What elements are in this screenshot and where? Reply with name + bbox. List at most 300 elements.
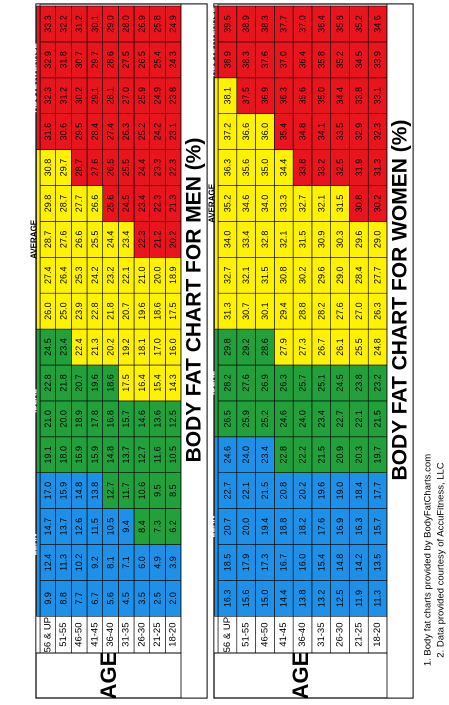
women-age-label: 51-55 bbox=[241, 622, 252, 646]
men-value-label: 14.8 bbox=[74, 482, 84, 500]
men-age-label: 51-55 bbox=[58, 622, 69, 646]
women-value-label: 25.5 bbox=[354, 338, 364, 356]
men-value-label: 7.3 bbox=[153, 520, 163, 533]
women-value-label: 37.6 bbox=[260, 51, 270, 69]
men-value-label: 27.6 bbox=[90, 159, 100, 177]
men-value-label: 13.8 bbox=[90, 482, 100, 500]
women-value-label: 28.4 bbox=[354, 266, 364, 284]
men-value-label: 28.1 bbox=[106, 87, 116, 105]
women-value-label: 37.2 bbox=[222, 123, 232, 141]
men-value-label: 28.7 bbox=[43, 231, 53, 249]
women-value-label: 37.5 bbox=[241, 87, 251, 105]
women-value-label: 35.0 bbox=[316, 87, 326, 105]
men-value-label: 10.5 bbox=[168, 446, 178, 464]
men-value-label: 32.2 bbox=[59, 15, 69, 33]
men-value-label: 4.5 bbox=[121, 592, 131, 605]
men-value-label: 29.5 bbox=[74, 123, 84, 141]
men-value-label: 26.6 bbox=[74, 231, 84, 249]
men-value-label: 22.8 bbox=[43, 374, 53, 392]
women-value-label: 35.2 bbox=[222, 195, 232, 213]
men-value-label: 23.4 bbox=[137, 195, 147, 213]
men-value-label: 14.7 bbox=[43, 518, 53, 536]
women-value-label: 28.6 bbox=[260, 338, 270, 356]
men-value-label: 30.2 bbox=[74, 87, 84, 105]
men-value-label: 26.9 bbox=[137, 15, 147, 33]
women-value-label: 23.2 bbox=[373, 374, 383, 392]
women-value-label: 36.3 bbox=[222, 159, 232, 177]
men-value-label: 30.6 bbox=[59, 123, 69, 141]
women-value-label: 24.8 bbox=[373, 338, 383, 356]
men-age-axis-label: AGE bbox=[96, 652, 121, 700]
women-chart bbox=[208, 4, 414, 699]
men-value-label: 13.7 bbox=[59, 518, 69, 536]
men-value-label: 21.0 bbox=[137, 266, 147, 284]
women-value-label: 28.2 bbox=[222, 374, 232, 392]
women-value-label: 36.9 bbox=[260, 87, 270, 105]
men-value-label: 20.0 bbox=[59, 410, 69, 428]
men-value-label: 2.0 bbox=[168, 592, 178, 605]
men-value-label: 4.9 bbox=[153, 556, 163, 569]
women-value-label: 35.2 bbox=[335, 51, 345, 69]
women-value-label: 20.9 bbox=[335, 446, 345, 464]
men-value-label: 27.4 bbox=[106, 123, 116, 141]
women-value-label: 15.6 bbox=[241, 590, 251, 608]
women-value-label: 20.7 bbox=[222, 518, 232, 536]
women-value-label: 24.6 bbox=[222, 446, 232, 464]
men-value-label: 17.5 bbox=[121, 374, 131, 392]
men-age-label: 21-25 bbox=[152, 622, 163, 646]
men-value-label: 25.0 bbox=[59, 302, 69, 320]
men-band-label: LEAN bbox=[30, 533, 39, 555]
men-value-label: 25.5 bbox=[121, 159, 131, 177]
women-age-label: 21-25 bbox=[353, 622, 364, 646]
men-band-label: IDEAL bbox=[30, 389, 39, 413]
women-value-label: 29.4 bbox=[279, 302, 289, 320]
women-value-label: 30.8 bbox=[279, 266, 289, 284]
women-value-label: 27.3 bbox=[298, 338, 308, 356]
women-value-label: 37.7 bbox=[279, 15, 289, 33]
men-value-label: 27.6 bbox=[59, 231, 69, 249]
women-value-label: 35.8 bbox=[316, 51, 326, 69]
women-value-label: 36.6 bbox=[241, 123, 251, 141]
women-value-label: 32.7 bbox=[298, 195, 308, 213]
women-value-label: 24.0 bbox=[241, 446, 251, 464]
men-value-label: 21.3 bbox=[168, 195, 178, 213]
women-value-label: 33.5 bbox=[335, 123, 345, 141]
women-value-label: 15.4 bbox=[316, 554, 326, 572]
women-band-label: IDEAL bbox=[208, 371, 217, 395]
women-value-label: 22.7 bbox=[222, 482, 232, 500]
men-value-label: 28.4 bbox=[90, 123, 100, 141]
women-value-label: 16.0 bbox=[298, 554, 308, 572]
men-value-label: 7.7 bbox=[74, 592, 84, 605]
men-value-label: 27.4 bbox=[43, 266, 53, 284]
women-value-label: 16.3 bbox=[222, 590, 232, 608]
men-value-label: 17.0 bbox=[43, 482, 53, 500]
men-value-label: 29.0 bbox=[106, 15, 116, 33]
women-value-label: 36.4 bbox=[316, 15, 326, 33]
men-value-label: 7.1 bbox=[121, 556, 131, 569]
women-value-label: 35.4 bbox=[279, 123, 289, 141]
women-value-label: 32.3 bbox=[373, 123, 383, 141]
women-value-label: 30.1 bbox=[260, 302, 270, 320]
men-value-label: 22.4 bbox=[74, 338, 84, 356]
women-value-label: 21.5 bbox=[260, 482, 270, 500]
women-value-label: 34.8 bbox=[298, 123, 308, 141]
women-value-label: 19.7 bbox=[373, 446, 383, 464]
women-value-label: 15.0 bbox=[260, 590, 270, 608]
women-value-label: 22.1 bbox=[354, 410, 364, 428]
men-value-label: 10.5 bbox=[106, 518, 116, 536]
men-value-label: 20.7 bbox=[74, 374, 84, 392]
men-value-label: 18.9 bbox=[74, 410, 84, 428]
women-value-label: 29.8 bbox=[222, 338, 232, 356]
women-value-label: 33.8 bbox=[354, 87, 364, 105]
women-value-label: 24.6 bbox=[279, 410, 289, 428]
women-value-label: 22.2 bbox=[298, 446, 308, 464]
men-value-label: 23.9 bbox=[74, 302, 84, 320]
men-band-label: ABOVE AVERAGE bbox=[30, 42, 39, 112]
men-value-label: 18.6 bbox=[153, 302, 163, 320]
men-value-label: 32.3 bbox=[43, 87, 53, 105]
men-value-label: 17.0 bbox=[153, 338, 163, 356]
women-value-label: 14.2 bbox=[354, 554, 364, 572]
women-band-label: AVERAGE bbox=[208, 183, 217, 223]
men-value-label: 8.8 bbox=[59, 592, 69, 605]
women-value-label: 33.1 bbox=[373, 87, 383, 105]
men-age-label: 26-30 bbox=[136, 622, 147, 646]
men-value-label: 28.7 bbox=[59, 195, 69, 213]
men-value-label: 25.5 bbox=[90, 231, 100, 249]
men-value-label: 21.2 bbox=[153, 231, 163, 249]
men-value-label: 22.8 bbox=[90, 302, 100, 320]
men-value-label: 26.5 bbox=[137, 51, 147, 69]
women-value-label: 35.0 bbox=[260, 159, 270, 177]
men-value-label: 28.7 bbox=[74, 159, 84, 177]
women-value-label: 13.5 bbox=[373, 554, 383, 572]
women-age-label: 26-30 bbox=[335, 622, 346, 646]
men-value-label: 12.6 bbox=[74, 518, 84, 536]
women-value-label: 21.5 bbox=[373, 410, 383, 428]
women-value-label: 30.8 bbox=[354, 195, 364, 213]
women-value-label: 34.0 bbox=[222, 231, 232, 249]
women-value-label: 27.0 bbox=[354, 302, 364, 320]
women-value-label: 18.5 bbox=[222, 554, 232, 572]
men-value-label: 12.7 bbox=[106, 482, 116, 500]
women-value-label: 16.7 bbox=[279, 554, 289, 572]
women-value-label: 36.3 bbox=[279, 87, 289, 105]
men-age-label: 41-45 bbox=[89, 622, 100, 646]
men-value-label: 13.6 bbox=[153, 410, 163, 428]
men-value-label: 15.9 bbox=[59, 482, 69, 500]
men-value-label: 26.3 bbox=[121, 123, 131, 141]
men-value-label: 24.9 bbox=[153, 87, 163, 105]
men-value-label: 26.6 bbox=[90, 195, 100, 213]
men-value-label: 30.8 bbox=[43, 159, 53, 177]
women-value-label: 24.5 bbox=[335, 374, 345, 392]
men-value-label: 9.2 bbox=[90, 556, 100, 569]
women-value-label: 20.2 bbox=[298, 482, 308, 500]
women-value-label: 29.2 bbox=[241, 338, 251, 356]
women-value-label: 18.4 bbox=[354, 482, 364, 500]
men-value-label: 12.5 bbox=[168, 410, 178, 428]
women-value-label: 27.7 bbox=[373, 266, 383, 284]
women-value-label: 25.1 bbox=[316, 374, 326, 392]
women-value-label: 14.4 bbox=[279, 590, 289, 608]
women-value-label: 31.9 bbox=[354, 159, 364, 177]
women-value-label: 29.6 bbox=[316, 266, 326, 284]
men-value-label: 31.6 bbox=[43, 123, 53, 141]
men-value-label: 23.4 bbox=[59, 338, 69, 356]
women-value-label: 34.6 bbox=[373, 15, 383, 33]
men-value-label: 25.8 bbox=[153, 15, 163, 33]
men-value-label: 18.6 bbox=[106, 374, 116, 392]
women-value-label: 30.9 bbox=[316, 231, 326, 249]
women-value-label: 26.3 bbox=[279, 374, 289, 392]
women-value-label: 27.6 bbox=[335, 302, 345, 320]
women-value-label: 34.4 bbox=[335, 87, 345, 105]
men-value-label: 25.6 bbox=[106, 195, 116, 213]
women-value-label: 23.4 bbox=[260, 446, 270, 464]
women-value-label: 30.3 bbox=[335, 231, 345, 249]
men-value-label: 8.1 bbox=[106, 556, 116, 569]
women-value-label: 34.1 bbox=[316, 123, 326, 141]
women-band-label: ABOVE AVERAGE bbox=[208, 7, 217, 77]
women-value-label: 13.2 bbox=[316, 590, 326, 608]
men-value-label: 2.5 bbox=[153, 592, 163, 605]
men-value-label: 23.3 bbox=[153, 159, 163, 177]
men-value-label: 9.4 bbox=[121, 520, 131, 533]
men-value-label: 31.2 bbox=[74, 15, 84, 33]
women-value-label: 17.9 bbox=[241, 554, 251, 572]
men-value-label: 25.3 bbox=[74, 266, 84, 284]
women-value-label: 28.2 bbox=[316, 302, 326, 320]
women-value-label: 34.0 bbox=[260, 195, 270, 213]
women-value-label: 33.2 bbox=[316, 159, 326, 177]
women-value-label: 36.0 bbox=[260, 123, 270, 141]
women-value-label: 38.9 bbox=[241, 15, 251, 33]
women-value-label: 22.8 bbox=[279, 446, 289, 464]
women-value-label: 38.3 bbox=[241, 51, 251, 69]
men-value-label: 22.3 bbox=[153, 195, 163, 213]
men-value-label: 14.8 bbox=[106, 446, 116, 464]
men-value-label: 22.1 bbox=[121, 266, 131, 284]
women-value-label: 20.3 bbox=[354, 446, 364, 464]
women-value-label: 31.3 bbox=[222, 302, 232, 320]
men-value-label: 3.9 bbox=[168, 556, 178, 569]
men-value-label: 15.4 bbox=[153, 374, 163, 392]
women-value-label: 28.8 bbox=[298, 302, 308, 320]
men-value-label: 31.2 bbox=[59, 87, 69, 105]
women-value-label: 31.5 bbox=[298, 231, 308, 249]
women-value-label: 33.3 bbox=[279, 195, 289, 213]
men-value-label: 11.6 bbox=[153, 446, 163, 463]
women-value-label: 12.5 bbox=[335, 590, 345, 608]
men-value-label: 24.9 bbox=[168, 15, 178, 33]
men-value-label: 33.3 bbox=[43, 15, 53, 33]
women-value-label: 26.7 bbox=[316, 338, 326, 356]
men-value-label: 24.3 bbox=[168, 51, 178, 69]
women-value-label: 27.9 bbox=[279, 338, 289, 356]
men-value-label: 8.4 bbox=[137, 520, 147, 533]
men-value-label: 11.7 bbox=[121, 482, 131, 499]
women-value-label: 22.7 bbox=[335, 410, 345, 428]
men-value-label: 26.5 bbox=[106, 159, 116, 177]
men-value-label: 15.9 bbox=[90, 446, 100, 464]
women-age-label: 46-50 bbox=[259, 622, 270, 646]
women-value-label: 32.9 bbox=[354, 123, 364, 141]
men-value-label: 28.6 bbox=[106, 51, 116, 69]
men-value-label: 6.0 bbox=[137, 556, 147, 569]
women-value-label: 19.6 bbox=[316, 482, 326, 500]
men-value-label: 9.9 bbox=[43, 592, 53, 605]
women-value-label: 29.6 bbox=[354, 231, 364, 249]
men-value-label: 23.8 bbox=[168, 87, 178, 105]
men-value-label: 15.7 bbox=[121, 410, 131, 428]
men-value-label: 16.0 bbox=[168, 338, 178, 356]
women-value-label: 32.5 bbox=[335, 159, 345, 177]
footnote-2: 2. Data provided courtesy of AccuFitness, LLC bbox=[436, 462, 447, 658]
men-value-label: 16.8 bbox=[106, 410, 116, 428]
men-value-label: 21.8 bbox=[59, 374, 69, 392]
men-value-label: 18.9 bbox=[168, 266, 178, 284]
men-value-label: 10.2 bbox=[74, 554, 84, 572]
women-age-label: 56 & UP bbox=[222, 617, 233, 652]
men-value-label: 28.0 bbox=[121, 15, 131, 33]
men-chart bbox=[30, 4, 208, 699]
women-value-label: 16.9 bbox=[335, 518, 345, 536]
women-value-label: 26.5 bbox=[222, 410, 232, 428]
men-value-label: 27.5 bbox=[121, 51, 131, 69]
women-value-label: 26.3 bbox=[373, 302, 383, 320]
men-value-label: 11.5 bbox=[90, 518, 100, 535]
women-age-label: 41-45 bbox=[278, 622, 289, 646]
footnote-1: 1. Body fat charts provided by BodyFatCharts.com bbox=[423, 454, 434, 666]
men-value-label: 20.7 bbox=[121, 302, 131, 320]
men-value-label: 25.4 bbox=[153, 51, 163, 69]
men-value-label: 24.2 bbox=[90, 266, 100, 284]
men-age-label: 18-20 bbox=[168, 622, 179, 646]
men-value-label: 24.2 bbox=[153, 123, 163, 141]
women-age-label: 18-20 bbox=[372, 622, 383, 646]
men-value-label: 18.1 bbox=[137, 338, 147, 356]
women-chart-title: BODY FAT CHART FOR WOMEN (%) bbox=[389, 120, 412, 481]
women-value-label: 18.2 bbox=[298, 518, 308, 536]
women-value-label: 29.0 bbox=[373, 231, 383, 249]
women-value-label: 37.0 bbox=[298, 15, 308, 33]
women-value-label: 29.0 bbox=[335, 266, 345, 284]
men-age-label: 31-35 bbox=[121, 622, 132, 646]
women-value-label: 32.1 bbox=[241, 266, 251, 284]
men-value-label: 30.7 bbox=[74, 51, 84, 69]
men-value-label: 24.4 bbox=[137, 159, 147, 177]
women-age-axis-label: AGE bbox=[288, 652, 313, 700]
footnotes bbox=[423, 454, 447, 666]
women-band-label: LEAN bbox=[208, 515, 217, 537]
men-value-label: 10.6 bbox=[137, 482, 147, 500]
women-value-label: 38.3 bbox=[260, 15, 270, 33]
women-value-label: 31.5 bbox=[260, 266, 270, 284]
women-value-label: 19.4 bbox=[260, 518, 270, 536]
women-value-label: 20.8 bbox=[279, 482, 289, 500]
men-value-label: 20.0 bbox=[153, 266, 163, 284]
women-value-label: 14.8 bbox=[335, 554, 345, 572]
men-value-label: 16.9 bbox=[74, 446, 84, 464]
men-value-label: 19.6 bbox=[90, 374, 100, 392]
men-value-label: 21.0 bbox=[43, 410, 53, 428]
women-value-label: 15.7 bbox=[373, 518, 383, 536]
women-value-label: 37.0 bbox=[279, 51, 289, 69]
women-value-label: 13.8 bbox=[298, 590, 308, 608]
women-value-label: 31.3 bbox=[373, 159, 383, 177]
women-value-label: 38.9 bbox=[222, 51, 232, 69]
women-value-label: 30.2 bbox=[373, 195, 383, 213]
men-value-label: 8.5 bbox=[168, 484, 178, 497]
men-value-label: 25.2 bbox=[137, 123, 147, 141]
men-value-label: 31.8 bbox=[59, 51, 69, 69]
men-value-label: 17.8 bbox=[90, 410, 100, 428]
women-value-label: 35.6 bbox=[241, 159, 251, 177]
men-value-label: 30.1 bbox=[90, 15, 100, 33]
men-value-label: 22.3 bbox=[168, 159, 178, 177]
men-value-label: 24.4 bbox=[106, 231, 116, 249]
women-value-label: 33.9 bbox=[373, 51, 383, 69]
women-value-label: 16.3 bbox=[354, 518, 364, 536]
men-value-label: 11.3 bbox=[59, 554, 69, 571]
men-value-label: 24.5 bbox=[43, 338, 53, 356]
men-chart-title: BODY FAT CHART FOR MEN (%) bbox=[183, 138, 206, 463]
men-value-label: 6.7 bbox=[90, 592, 100, 605]
men-value-label: 5.6 bbox=[106, 592, 116, 605]
women-value-label: 22.1 bbox=[241, 482, 251, 500]
men-value-label: 19.1 bbox=[43, 446, 53, 464]
women-value-label: 30.7 bbox=[241, 302, 251, 320]
women-value-label: 26.9 bbox=[260, 374, 270, 392]
women-value-label: 35.6 bbox=[298, 87, 308, 105]
women-value-label: 26.1 bbox=[335, 338, 345, 356]
women-value-label: 17.7 bbox=[373, 482, 383, 500]
men-value-label: 9.5 bbox=[153, 484, 163, 497]
women-age-label: 31-35 bbox=[316, 622, 327, 646]
women-value-label: 39.5 bbox=[222, 15, 232, 33]
men-value-label: 23.2 bbox=[106, 266, 116, 284]
men-value-label: 25.9 bbox=[137, 87, 147, 105]
women-value-label: 24.0 bbox=[298, 410, 308, 428]
men-value-label: 23.1 bbox=[168, 123, 178, 141]
men-value-label: 3.5 bbox=[137, 592, 147, 605]
women-value-label: 11.3 bbox=[373, 590, 383, 607]
men-value-label: 19.2 bbox=[121, 338, 131, 356]
women-value-label: 36.4 bbox=[298, 51, 308, 69]
women-value-label: 34.4 bbox=[279, 159, 289, 177]
women-value-label: 32.8 bbox=[260, 231, 270, 249]
women-value-label: 35.2 bbox=[354, 15, 364, 33]
women-value-label: 25.9 bbox=[241, 410, 251, 428]
men-value-label: 23.4 bbox=[121, 231, 131, 249]
women-value-label: 27.6 bbox=[241, 374, 251, 392]
women-value-label: 18.8 bbox=[279, 518, 289, 536]
men-value-label: 20.2 bbox=[106, 338, 116, 356]
men-value-label: 29.7 bbox=[59, 159, 69, 177]
men-value-label: 27.7 bbox=[74, 195, 84, 213]
men-value-label: 29.1 bbox=[90, 87, 100, 105]
women-value-label: 25.2 bbox=[260, 410, 270, 428]
men-value-label: 18.0 bbox=[59, 446, 69, 464]
men-value-label: 21.3 bbox=[90, 338, 100, 356]
women-value-label: 20.0 bbox=[241, 518, 251, 536]
women-value-label: 11.9 bbox=[354, 590, 364, 607]
women-value-label: 21.5 bbox=[316, 446, 326, 464]
